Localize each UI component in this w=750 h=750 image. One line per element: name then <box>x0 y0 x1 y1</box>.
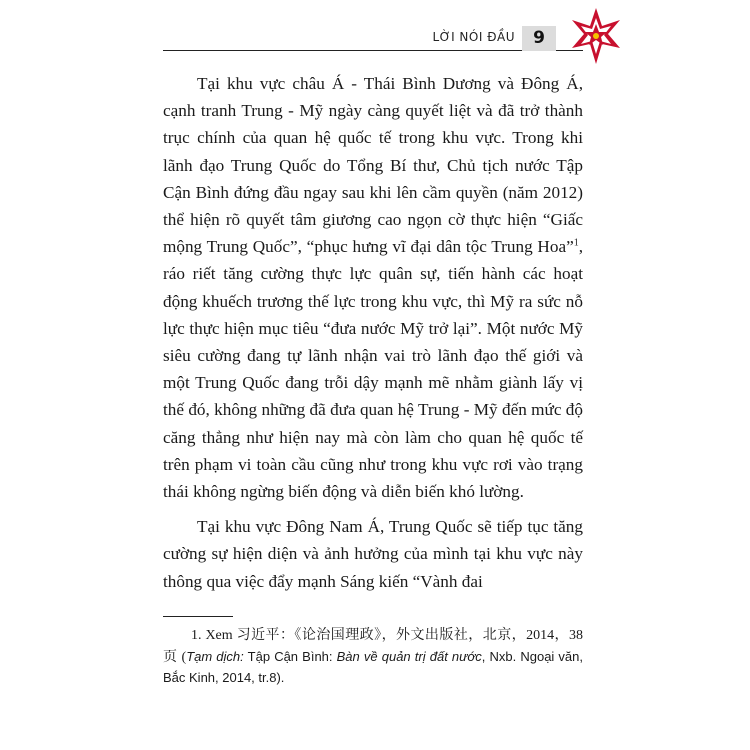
footnote-ref: 1 <box>573 237 579 249</box>
paragraph-2: Tại khu vực Đông Nam Á, Trung Quốc sẽ tiếp tục tăng cường sự hiện diện và ảnh hưởng của mình tại khu vực này thông qua việc đẩy mạnh Sáng kiến “Vành đai <box>163 517 583 591</box>
footnote-lead: 1. Xem 习近平：《论治国理政》，外文出版社，北京，2014，38 页 ( <box>163 628 583 665</box>
paragraph-1-part-b: , ráo riết tăng cường thực lực quân sự, tiến hành các hoạt động khuếch trương thế lực trong khu vực, thì Mỹ ra sức nỗ lực thực hiện mục tiêu “đưa nước Mỹ trở lại”. Một nước Mỹ siêu cường đang tự lãnh nhận vai trò lãnh đạo thế giới và một Trung Quốc đang trỗi dậy mạnh mẽ nhằm giành lấy vị thế đó, không những đã đưa quan hệ Trung - Mỹ đến mức độ căng thẳng như hiện nay mà còn làm cho quan hệ quốc tế trên phạm vi toàn cầu cũng như trong khu vực rơi vào trạng thái không ngừng biến động và diễn biến khó lường. <box>163 237 583 502</box>
body-text <box>163 70 583 603</box>
paragraph-1 <box>163 70 583 505</box>
footnote-label: Tạm dịch: <box>186 648 244 664</box>
footnote-title: Bàn về quản trị đất nước <box>336 648 482 664</box>
header-rule <box>163 50 583 51</box>
footnote-rule <box>163 616 233 617</box>
page-number: 9 <box>522 26 556 51</box>
footnote <box>163 626 583 690</box>
paragraph-1-part-a: Tại khu vực châu Á - Thái Bình Dương và Đông Á, cạnh tranh Trung - Mỹ ngày càng quyết liệt và đã trở thành trục chính của quan hệ quốc tế trong khu vực. Trong khi lãnh đạo Trung Quốc do Tổng Bí thư, Chủ tịch nước Tập Cận Bình đứng đầu ngay sau khi lên cầm quyền (năm 2012) thể hiện rõ quyết tâm giương cao ngọn cờ thực hiện “Giấc mộng Trung Quốc”, “phục hưng vĩ đại dân tộc Trung Hoa” <box>163 74 583 257</box>
footnote-rest: , Nxb. Ngoại văn, Bắc Kinh, 2014, tr.8). <box>163 648 584 685</box>
star-emblem-icon <box>566 6 626 66</box>
footnote-author: Tập Cận Bình: <box>243 648 337 664</box>
running-head: LỜI NÓI ĐẦU <box>432 30 515 44</box>
